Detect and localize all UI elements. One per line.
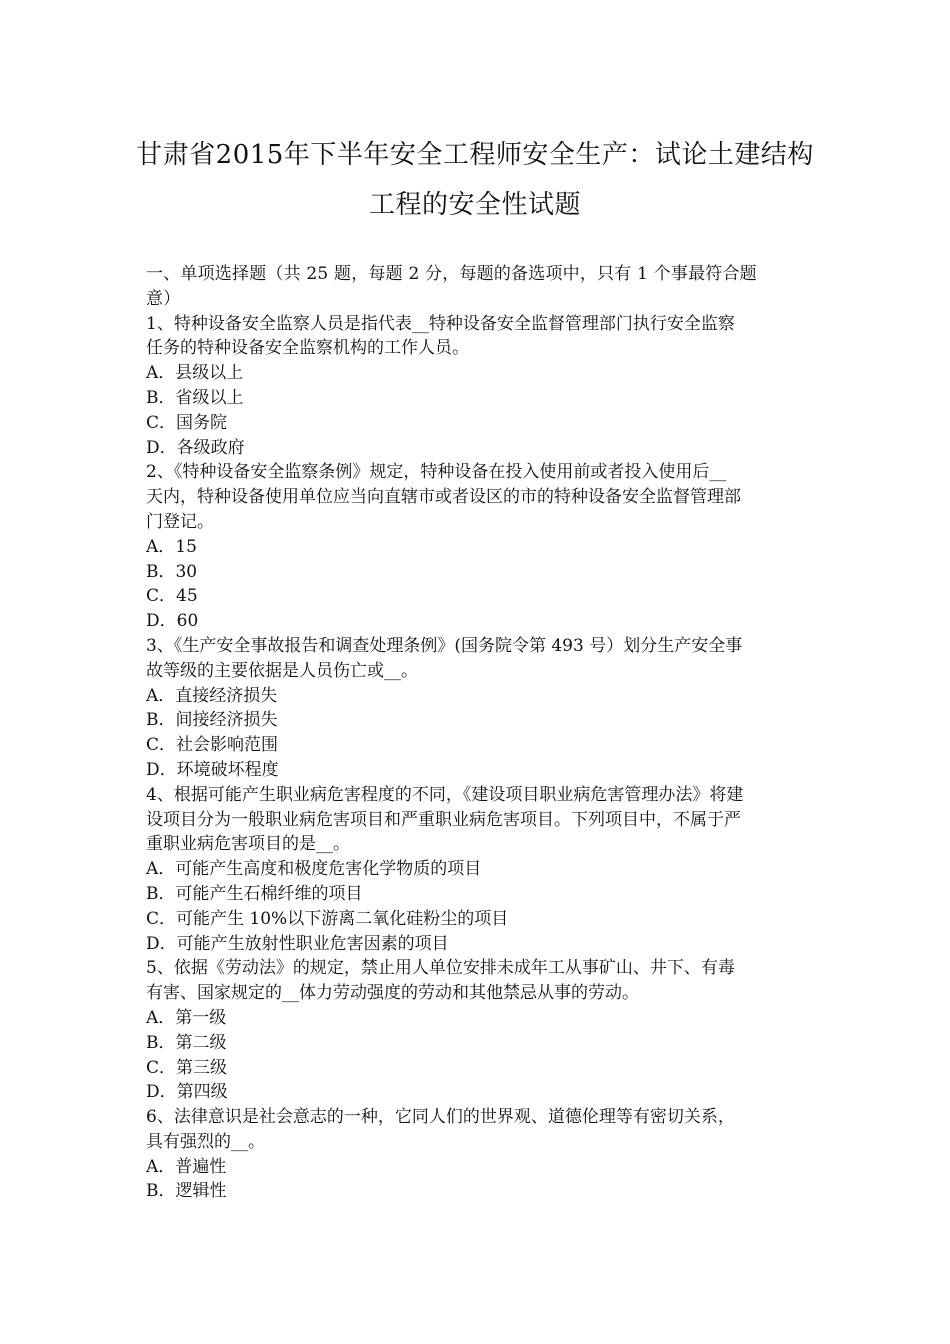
section-heading: [146, 262, 826, 312]
question-stem-line: 门登记。: [146, 511, 214, 532]
option-b: B．逻辑性: [146, 1181, 227, 1202]
document-title: [0, 130, 950, 230]
option-c: C．国务院: [146, 412, 228, 433]
document-body: [146, 262, 826, 1204]
option-d: D．各级政府: [146, 437, 245, 458]
question-5: [146, 956, 826, 1105]
option-b: B．间接经济损失: [146, 710, 278, 731]
question-1: [146, 312, 826, 461]
question-4: [146, 783, 826, 957]
option-a: A．15: [146, 536, 197, 557]
section-heading-line: 一、单项选择题（共 25 题，每题 2 分，每题的备选项中，只有 1 个事最符合题: [146, 264, 757, 284]
option-a: A．县级以上: [146, 363, 244, 384]
question-6: [146, 1105, 826, 1204]
option-b: B．30: [146, 561, 198, 582]
option-d: D．第四级: [146, 1082, 228, 1103]
title-line-2: 工程的安全性试题: [368, 190, 581, 220]
option-d: D．环境破坏程度: [146, 759, 279, 780]
question-stem-line: 4、根据可能产生职业病危害程度的不同，《建设项目职业病危害管理办法》将建: [146, 784, 744, 805]
option-d: D．可能产生放射性职业危害因素的项目: [146, 933, 449, 954]
option-a: A．普遍性: [146, 1156, 227, 1177]
question-stem-line: 重职业病危害项目的是__。: [146, 834, 350, 855]
option-d: D．60: [146, 611, 199, 632]
option-c: C．45: [146, 586, 198, 607]
question-stem-line: 设项目分为一般职业病危害项目和严重职业病危害项目。下列项目中，不属于严: [146, 809, 741, 830]
question-stem-line: 故等级的主要依据是人员伤亡或__。: [146, 660, 418, 681]
question-stem-line: 1、特种设备安全监察人员是指代表__特种设备安全监督管理部门执行安全监察: [146, 313, 735, 334]
section-heading-line: 意）: [146, 288, 181, 309]
option-c: C．第三级: [146, 1057, 228, 1078]
question-3: [146, 634, 826, 783]
title-line-1: 甘肃省2015年下半年安全工程师安全生产：试论土建结构: [136, 140, 814, 170]
option-a: A．直接经济损失: [146, 685, 278, 706]
option-c: C．社会影响范围: [146, 735, 279, 756]
question-2: [146, 460, 826, 634]
question-stem-line: 有害、国家规定的__体力劳动强度的劳动和其他禁忌从事的劳动。: [146, 983, 639, 1004]
option-a: A．可能产生高度和极度危害化学物质的项目: [146, 859, 482, 880]
question-stem-line: 6、法律意识是社会意志的一种，它同人们的世界观、道德伦理等有密切关系，: [146, 1107, 735, 1128]
question-stem-line: 5、依据《劳动法》的规定，禁止用人单位安排未成年工从事矿山、井下、有毒: [146, 958, 735, 979]
option-b: B．可能产生石棉纤维的项目: [146, 883, 363, 904]
question-stem-line: 具有强烈的__。: [146, 1131, 265, 1152]
option-c: C．可能产生 10%以下游离二氧化硅粉尘的项目: [146, 908, 509, 929]
question-stem-line: 天内，特种设备使用单位应当向直辖市或者设区的市的特种设备安全监督管理部: [146, 487, 741, 508]
question-stem-line: 2、《特种设备安全监察条例》规定，特种设备在投入使用前或者投入使用后__: [146, 462, 727, 483]
option-b: B．省级以上: [146, 387, 244, 408]
question-stem-line: 3、《生产安全事故报告和调查处理条例》(国务院令第 493 号）划分生产安全事: [146, 635, 743, 656]
option-b: B．第二级: [146, 1032, 227, 1053]
option-a: A．第一级: [146, 1007, 227, 1028]
question-stem-line: 任务的特种设备安全监察机构的工作人员。: [146, 338, 469, 359]
